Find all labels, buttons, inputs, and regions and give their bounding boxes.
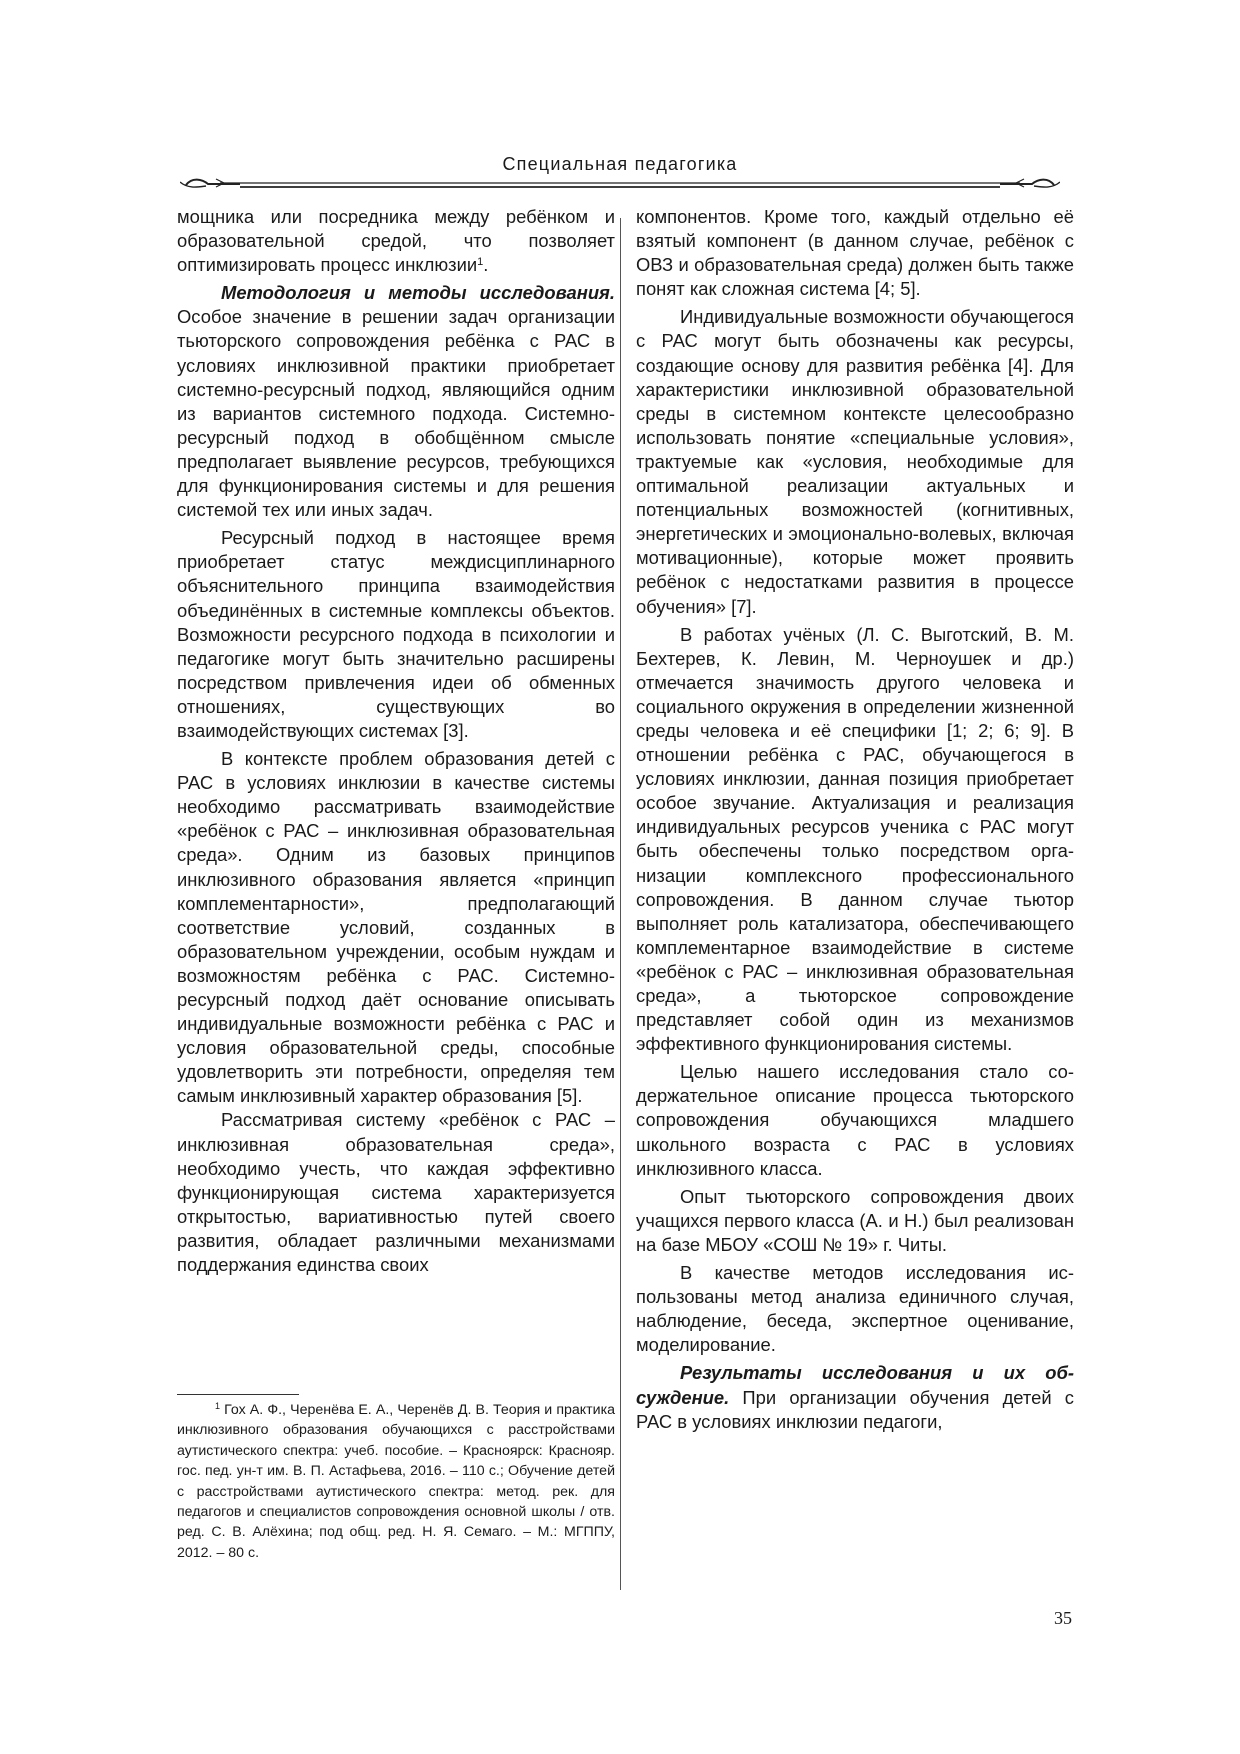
footnote-rule [177, 1394, 299, 1395]
right-column [636, 205, 1074, 1434]
paragraph-text: мощника или посредника между ребёнком и образовательной средой, что позволяет оптимизировать процесс инклюзии [177, 206, 615, 276]
footnote [177, 1400, 615, 1563]
paragraph-text: Особое значение в решении задач организации тьюторского сопровождения ребёнка с РАС в условиях инклюзивной практики приобретает системно-ресурсный подход, являющийся одним из вариантов системного подхода. Системно-ресурсный подход в обобщённом смысле предполагает выявление ресурсов, требующихся для функционирования системы и для решения системой тех или иных задач. [177, 306, 615, 521]
section-paragraph-methodology [177, 281, 615, 522]
paragraph: В качестве методов исследования использованы метод анализа единичного случая, наблюдение, беседа, экспертное оценивание, моделирование. [636, 1262, 1074, 1356]
column-divider [620, 218, 621, 1590]
paragraph: Ресурсный подход в настоящее время приобретает статус междисциплинарного объяснительного принципа взаимодействия объединённых в системные комплексы объектов. Возможности ресурсного подхода в психологии и педагогике могут быть значительно расширены посредством привлечения идеи об обменных отношениях, существующих во взаимодействующих системах [3]. [177, 527, 615, 741]
footnote-reference[interactable]: 1 [477, 256, 484, 269]
paragraph: Опыт тьюторского сопровождения двоих учащихся первого класса (А. и Н.) был реализован на базе МБОУ «СОШ № 19» г. Читы. [636, 1185, 1074, 1255]
running-head [180, 153, 1060, 197]
section-paragraph-results [636, 1361, 1074, 1433]
paragraph: В работах учёных (Л. С. Выготский, В. М. Бехтерев, К. Левин, М. Черноушек и др.) отмечается значимость другого человека и социального окружения в определении жизненной среды человека и её специфики [1; 2; 6; 9]. В отношении ребёнка с РАС, обучающегося в условиях инклюзии, данная позиция приобретает особое звучание. Актуализация и реализация индивидуальных ресурсов ученика с РАС могут быть обеспечены только посредством организации комплексного профессионального сопровождения. В данном случае тьютор выполняет роль катализатора, обеспечивающего комплементарное взаимодействие в системе «ребёнок с РАС – инклюзивная образовательная среда», а тьюторское сопровождение представляет собой один из механизмов эффективного функционирования системы. [636, 623, 1074, 1055]
left-column [177, 205, 615, 1277]
section-heading-results: Результаты исследования и их обсуждение. [636, 1362, 1074, 1408]
header-ornament [180, 173, 1060, 197]
section-heading-methodology: Методология и методы исследования. [221, 282, 615, 304]
paragraph-text: . [483, 254, 489, 276]
paragraph: Индивидуальные возможности обучающегося с РАС могут быть обозначены как ресурсы, создающие основу для развития ребёнка [4]. Для характеристики инклюзивной образовательной среды в системном контексте целесообразно использовать понятие «специальные условия», трактуемые как «условия, необходимые для оптимальной реализации актуальных и потенциальных возможностей (когнитивных, энергетических и эмоционально-волевых, включая мотивационные), которые может проявить ребёнок с недостатками развития в процессе обучения» [7]. [636, 306, 1074, 617]
footnote-text: Гох А. Ф., Черенёва Е. А., Черенёв Д. В. Теория и практика инклюзивного образования обучающихся с расстройствами аутистического спектра: учеб. пособие. – Красноярск: Краснояр. гос. пед. ун-т им. В. П. Астафьева, 2016. – 110 с.; Обучение детей с расстройствами аутистического спектра: метод. рек. для педагогов и специалистов сопровождения основной школы / отв. ред. С. В. Алёхина; под общ. ред. Н. Я. Семаго. – М.: МГППУ, 2012. – 80 с. [177, 1402, 615, 1561]
paragraph-text: При организации обучения детей с РАС в условиях инклюзии педагоги, [636, 1386, 1074, 1432]
paragraph: Рассматривая систему «ребёнок с РАС – инклюзивная образовательная среда», необходимо учесть, что каждая эффективно функционирующая система характеризуется открытостью, вариативностью путей своего развития, обладает различными механизмами поддержания единства своих [177, 1109, 615, 1276]
footnote-number: 1 [215, 1401, 221, 1411]
paragraph: компонентов. Кроме того, каждый отдельно её взятый компонент (в данном случае, ребёнок с ОВЗ и образовательная среда) должен быть также понят как сложная система [4; 5]. [636, 206, 1074, 300]
paragraph [177, 205, 615, 277]
paragraph: Целью нашего исследования стало содержательное описание процесса тьюторского сопровождения обучающихся младшего школьного возраста с РАС в условиях инклюзивного класса. [636, 1061, 1074, 1179]
paragraph: В контексте проблем образования детей с РАС в условиях инклюзии в качестве системы необходимо рассматривать взаимодействие «ребёнок с РАС – инклюзивная образовательная среда». Одним из базовых принципов инклюзивного образования является «принцип комплементарности», предполагающий соответствие условий, созданных в образовательном учреждении, особым нуждам и возможностям ребёнка с РАС. Системно-ресурсный подход даёт основание описывать индивидуальные возможности ребёнка с РАС и условия образовательной среды, способные удовлетворить эти потребности, определяя тем самым инклюзивный характер образования [5]. [177, 748, 615, 1107]
page-number: 35 [1054, 1608, 1072, 1628]
running-head-title: Специальная педагогика [502, 154, 738, 174]
